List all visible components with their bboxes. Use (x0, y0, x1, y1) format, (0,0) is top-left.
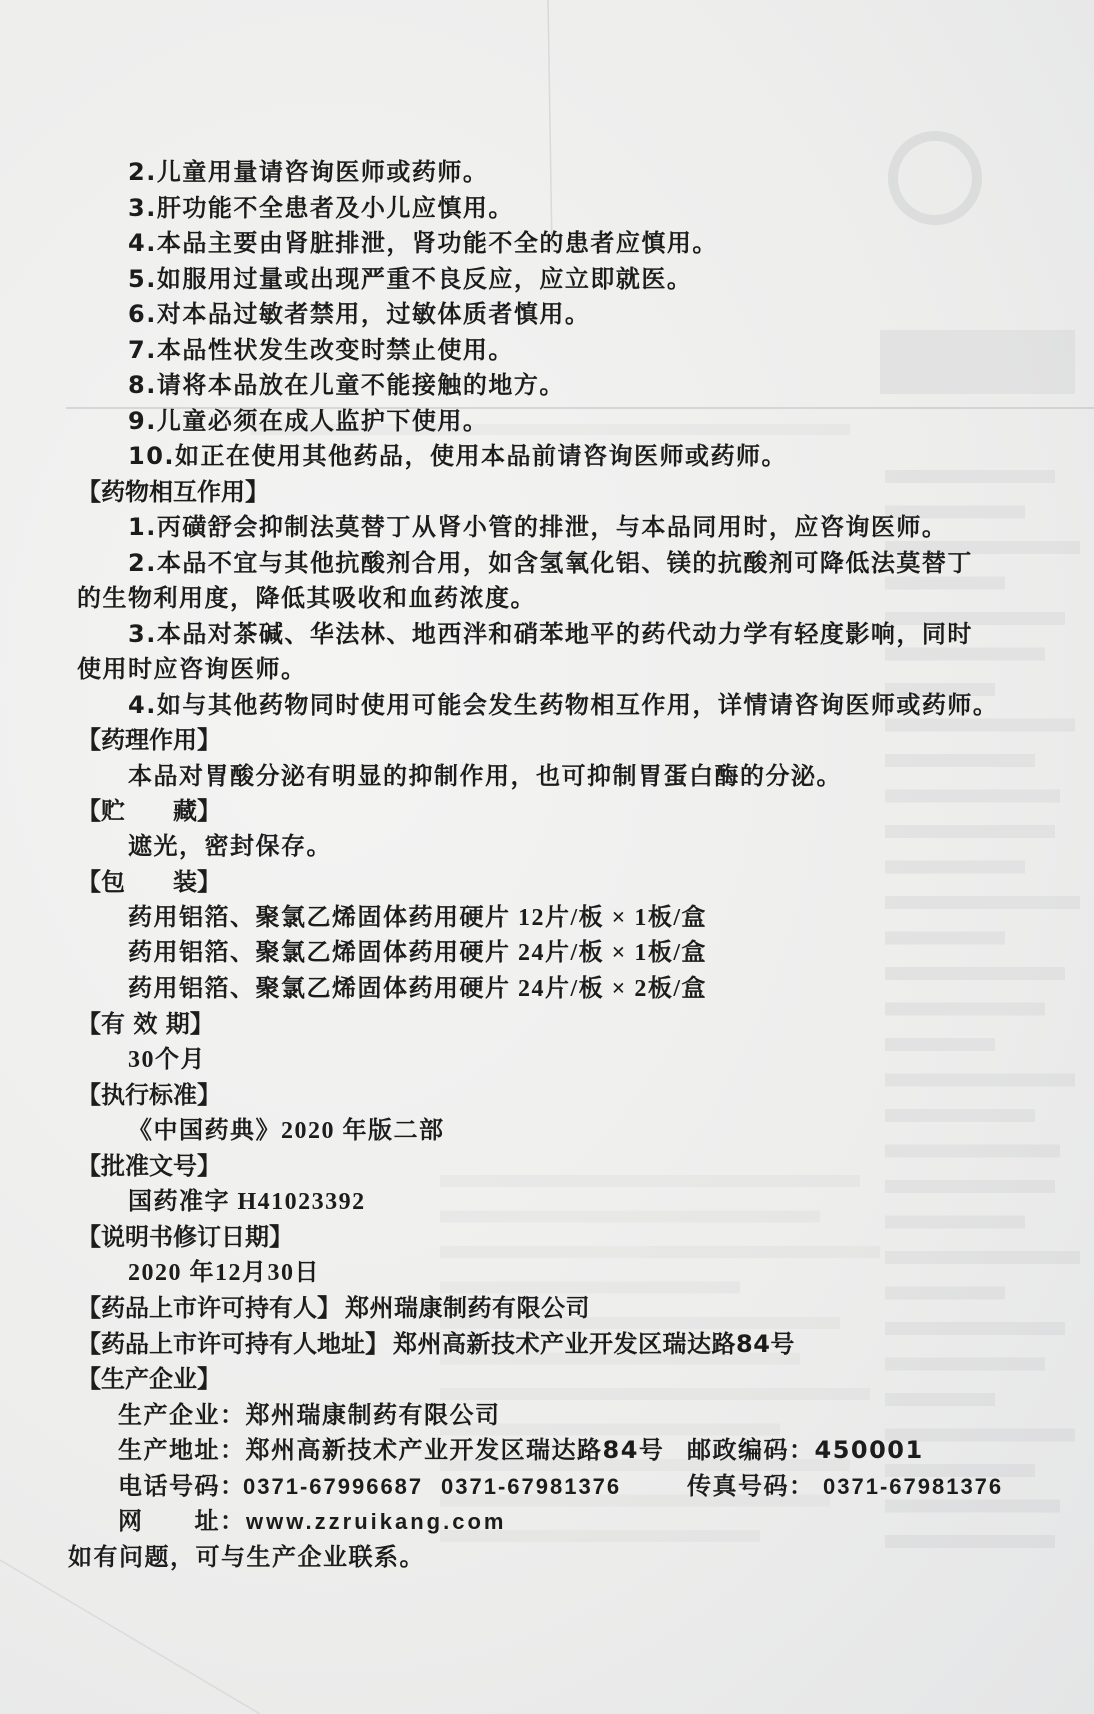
section-heading: 【生产企业】 (77, 1365, 221, 1393)
pharmacology-section (0, 723, 1094, 794)
section-heading: 【药品上市许可持有人】 (77, 1294, 341, 1322)
mah-name: 郑州瑞康制药有限公司 (345, 1294, 590, 1322)
phone-label: 电话号码： (118, 1471, 246, 1500)
shelf-life-section (0, 1007, 1094, 1078)
fax-number: 0371-67981376 (823, 1473, 1004, 1499)
section-heading: 【药理作用】 (77, 726, 221, 754)
storage-text: 遮光，密封保存。 (128, 833, 332, 860)
interaction-line: 1.丙磺舒会抑制法莫替丁从肾小管的排泄，与本品同用时，应咨询医师。 (128, 513, 948, 541)
website-url: www.zzruikang.com (246, 1509, 507, 1534)
manufacturer-section (0, 1362, 1094, 1540)
precaution-item: 8.请将本品放在儿童不能接触的地方。 (128, 371, 565, 399)
interaction-line: 2.本品不宜与其他抗酸剂合用，如含氢氧化铝、镁的抗酸剂可降低法莫替丁 (128, 548, 973, 577)
phone-number: 0371-67981376 (441, 1473, 622, 1499)
fax-label: 传真号码： (687, 1471, 815, 1500)
precaution-item: 3.肝功能不全患者及小儿应慎用。 (128, 193, 514, 222)
phone-number: 0371-67996687 (243, 1473, 424, 1499)
mah-address-row (0, 1327, 1094, 1363)
shelf-life-text: 30个月 (128, 1046, 206, 1073)
section-heading: 【批准文号】 (77, 1152, 221, 1180)
standard-text: 《中国药典》2020 年版二部 (128, 1117, 445, 1144)
interaction-line: 的生物利用度，降低其吸收和血药浓度。 (77, 584, 536, 612)
phone-row (0, 1469, 1094, 1505)
contact-footer: 如有问题，可与生产企业联系。 (68, 1542, 425, 1571)
section-heading: 【药品上市许可持有人地址】 (77, 1329, 389, 1358)
precaution-item: 6.对本品过敏者禁用，过敏体质者慎用。 (128, 300, 591, 328)
packaging-item: 药用铝箔、聚氯乙烯固体药用硬片 24片/板 × 1板/盒 (128, 940, 708, 966)
section-heading: 【说明书修订日期】 (77, 1223, 293, 1251)
precaution-item: 9.儿童必须在成人监护下使用。 (128, 406, 489, 435)
manufacturer-name: 生产企业：郑州瑞康制药有限公司 (118, 1400, 501, 1429)
precaution-item: 2.儿童用量请咨询医师或药师。 (128, 158, 489, 186)
section-heading: 【药物相互作用】 (77, 477, 269, 506)
drug-interactions-section (0, 475, 1094, 724)
section-heading: 【执行标准】 (77, 1081, 221, 1109)
manufacturer-address-row (0, 1433, 1094, 1469)
mah-row (0, 1291, 1094, 1327)
revision-date-section (0, 1220, 1094, 1291)
precaution-item: 7.本品性状发生改变时禁止使用。 (128, 335, 514, 364)
insert-text (0, 155, 1094, 1575)
interaction-line: 3.本品对茶碱、华法林、地西泮和硝苯地平的药代动力学有轻度影响，同时 (128, 619, 973, 648)
revision-date-text: 2020 年12月30日 (128, 1259, 320, 1286)
approval-section (0, 1149, 1094, 1220)
section-heading: 【贮 藏】 (77, 797, 221, 825)
packaging-item: 药用铝箔、聚氯乙烯固体药用硬片 12片/板 × 1板/盒 (128, 904, 708, 931)
standard-section (0, 1078, 1094, 1149)
approval-number: 国药准字 H41023392 (128, 1188, 366, 1215)
interaction-line: 4.如与其他药物同时使用可能会发生药物相互作用，详情请咨询医师或药师。 (128, 690, 999, 719)
storage-section (0, 794, 1094, 865)
pharmacology-text: 本品对胃酸分泌有明显的抑制作用，也可抑制胃蛋白酶的分泌。 (128, 761, 842, 790)
mah-address: 郑州高新技术产业开发区瑞达路84号 (393, 1329, 795, 1358)
website-row (0, 1504, 1094, 1540)
manufacturer-address: 生产地址：郑州高新技术产业开发区瑞达路84号 (118, 1436, 665, 1464)
precautions-list (0, 155, 1094, 475)
packaging-item: 药用铝箔、聚氯乙烯固体药用硬片 24片/板 × 2板/盒 (128, 975, 708, 1002)
interaction-line: 使用时应咨询医师。 (77, 655, 307, 683)
precaution-item: 5.如服用过量或出现严重不良反应，应立即就医。 (128, 264, 693, 293)
section-heading: 【有 效 期】 (77, 1010, 214, 1038)
precaution-item: 10.如正在使用其他药品，使用本品前请咨询医师或药师。 (128, 442, 788, 470)
postcode: 邮政编码：450001 (687, 1436, 924, 1464)
packaging-section (0, 865, 1094, 1007)
precaution-item: 4.本品主要由肾脏排泄，肾功能不全的患者应慎用。 (128, 229, 718, 257)
website-label: 网 址： (118, 1507, 246, 1535)
section-heading: 【包 装】 (77, 868, 221, 896)
fold-crease (0, 1560, 260, 1714)
